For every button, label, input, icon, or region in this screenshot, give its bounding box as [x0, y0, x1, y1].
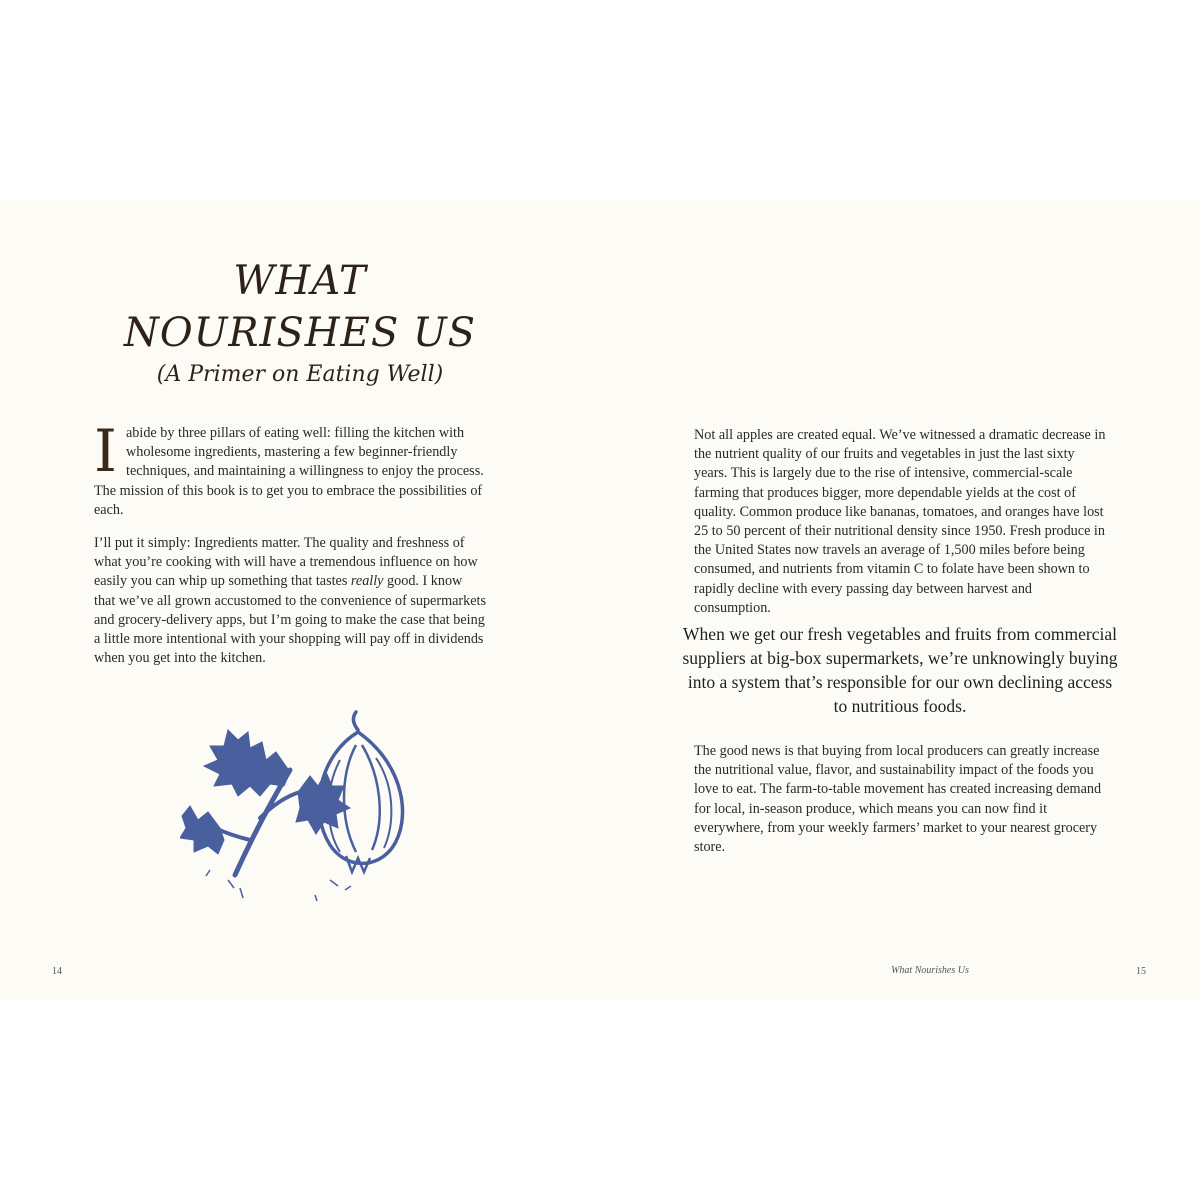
chapter-subtitle: (A Primer on Eating Well) — [156, 362, 444, 387]
right-page — [600, 200, 1200, 1000]
intro-paragraph-text: abide by three pillars of eating well: filling the kitchen with wholesome ingredients, mastering a few beginner-friendly techniques, and maintaining a willingness to enjoy the process. The mission of this book is to get you to embrace the possibilities of each. — [94, 425, 484, 518]
ingredients-paragraph — [94, 534, 486, 668]
chapter-title-line-2: NOURISHES US — [123, 310, 477, 356]
page-number-left: 14 — [52, 966, 62, 977]
drop-cap: I — [94, 417, 117, 485]
chapter-title — [95, 255, 505, 359]
pull-quote: When we get our fresh vegetables and fruits from commercial suppliers at big-box supermarkets, we’re unknowingly buying into a system that’s responsible for our own declining access to nutritious foods. — [682, 624, 1118, 716]
page-number-right: 15 — [1136, 966, 1146, 977]
ingredients-text-end: good. I know that we’ve all grown accustomed to the convenience of supermarkets and grocery-delivery apps, but I’m going to make the case that being a little more intentional with your shopping will pay off in dividends when you get into the kitchen. — [94, 573, 486, 667]
intro-paragraph — [94, 417, 486, 520]
parsley-icon — [180, 730, 350, 875]
herb-garlic-illustration — [180, 700, 420, 910]
chapter-title-line-1: WHAT — [233, 258, 367, 304]
print-speckles — [206, 870, 351, 901]
book-spread — [0, 200, 1200, 1000]
left-page — [0, 200, 600, 1000]
good-news-paragraph: The good news is that buying from local producers can greatly increase the nutritional value, flavor, and sustainability impact of the foods you love to eat. The farm-to-table movement has created increasing demand for local, in-season produce, which means you can now find it everywhere, from your weekly farmers’ market to your nearest grocery store. — [694, 743, 1102, 856]
ingredients-text-start: I’ll put it simply: Ingredients matter. The quality and freshness of what you’re cooking with will have a tremendous influence on how easily you can whip up something that tastes — [94, 535, 478, 590]
apples-paragraph: Not all apples are created equal. We’ve witnessed a dramatic decrease in the nutrient quality of our fruits and vegetables in just the last sixty years. This is largely due to the rise of intensive, commercial-scale farming that produces bigger, more dependable yields at the cost of quality. Common produce like bananas, tomatoes, and oranges have lost 25 to 50 percent of their nutritional density since 1950. Fresh produce in the United States now travels an average of 1,500 miles before being consumed, and nutrients from vitamin C to folate have been shown to rapidly decline with every passing day between harvest and consumption. — [694, 427, 1106, 616]
emphasis-word: really — [350, 573, 384, 590]
running-head: What Nourishes Us — [891, 965, 969, 976]
